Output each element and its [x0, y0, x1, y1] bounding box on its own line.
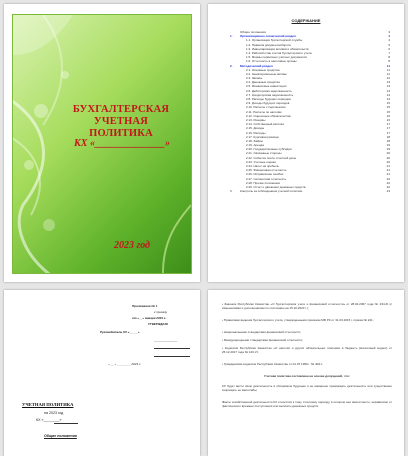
toc-title: 1.3. Инвентаризация активов и обязательств: [246, 46, 309, 51]
toc-page-number: 18: [386, 138, 390, 143]
toc-title: 2.16. Расходы: [246, 130, 266, 135]
toc-title: 2.3. Запасы: [246, 76, 263, 81]
toc-heading: СОДЕРЖАНИЕ: [291, 18, 321, 23]
toc-title: 2.25. Финансовая отчетность: [246, 168, 287, 173]
toc-page-number: 13: [386, 84, 390, 89]
toc-title: 2.5. Финансовые инвестиции: [246, 84, 287, 89]
toc-page-number: 3: [388, 30, 390, 34]
body-paragraph: • Гражданским кодексом Республики Казахстан от 01.07.1999 г. № 409-I;: [222, 362, 323, 366]
body-paragraph: • Правилами ведения бухгалтерского учета, утвержденными приказом МФ РК от 31.03.2015 г. приказ № 241;: [222, 318, 374, 322]
toc-title: 2.21. Связанные стороны: [246, 151, 282, 156]
toc-page-number: 22: [386, 176, 390, 181]
toc-page-number: 17: [386, 130, 390, 135]
body-paragraph: Учетная политика составлена на основе допущений, что:: [264, 374, 350, 378]
toc-page-number: 4: [388, 38, 390, 43]
toc-page-number: 20: [386, 151, 390, 156]
general-section-heading: Общие положения: [44, 434, 77, 438]
toc-title: 1.1. Организация бухгалтерской службы: [246, 38, 303, 43]
toc-title: 2.6. Дебиторская задолженность: [246, 88, 292, 93]
toc-page-number: 11: [386, 67, 390, 72]
head-label: Руководитель КХ «_____»: [100, 330, 140, 334]
toc-title: 2.27. Сегментная отчетность: [246, 176, 287, 181]
toc-title: Методический раздел: [240, 63, 273, 68]
toc-title: 2.19. Аренда: [246, 143, 264, 148]
toc-title: 2.12. Оценочные обязательства: [246, 113, 291, 118]
approved-word: УТВЕРЖДАЮ: [148, 322, 168, 326]
body-paragraph: • Законом Республики Казахстан «О бухгалтерском учете и финансовой отчетности» от 28.02.2007 года № 234-III (с изменениями и дополнениями по состоянию на 15.10.2023 г.);: [222, 302, 392, 311]
toc-title: 1.2. Правила документооборота: [246, 42, 291, 47]
toc-title: 2.10. Расчеты с персоналом: [246, 105, 286, 110]
toc-title: 1.4. Рабочий план счетов бухгалтерского учета: [246, 50, 312, 55]
toc-page-number: 14: [386, 88, 390, 93]
toc-title: 2.4. Денежные средства: [246, 80, 280, 85]
toc-title: 2.17. Курсовая разница: [246, 134, 279, 139]
toc-page-number: 14: [386, 97, 390, 101]
toc-number: 3.: [230, 189, 233, 194]
toc-page: [208, 4, 404, 282]
toc-page-number: 15: [386, 105, 390, 110]
toc-page-number: 12: [386, 76, 390, 81]
cover-title: [62, 104, 180, 140]
order-page: [4, 290, 200, 456]
toc-page-number: 16: [386, 113, 390, 118]
toc-title: Организационно-технический раздел: [240, 34, 296, 39]
toc-page-number: 19: [386, 147, 390, 152]
toc-title: 1.6. Отчетность в налоговые органы: [246, 59, 297, 64]
toc-page-number: 21: [386, 168, 390, 173]
company-rule: [54, 423, 78, 424]
toc-page-number: 11: [386, 63, 390, 68]
toc-title: Контроль за соблюдением учетной политики: [240, 189, 303, 194]
toc-title: 2.23. Учетные оценки: [246, 159, 276, 164]
from-date-label: от «__» января 2023 г.: [132, 316, 167, 320]
cover-title-line2: УЧЕТНАЯ ПОЛИТИКА: [89, 116, 153, 139]
toc-title: 2.7. Кредиторская задолженность: [246, 92, 294, 97]
toc-row: [230, 189, 390, 193]
toc-title: Общие положения: [240, 30, 266, 34]
cover-company: КХ «______________»: [74, 138, 170, 149]
toc-page-number: 21: [386, 164, 390, 168]
toc-title: 2.22. События после отчетной даты: [246, 155, 296, 160]
body-paragraph: КХ будет вести свою деятельность в обозримом будущем и не намерено прекращать деятельность или существенно сокращать ее масштабы;: [222, 384, 392, 393]
toc-title: 2.1. Основные средства: [246, 67, 280, 72]
toc-page-number: 6: [388, 46, 390, 51]
toc-title: 2.20. Государственные субсидии: [246, 147, 292, 152]
toc-title: 2.29. Отчет о движении денежных средств: [246, 184, 306, 189]
toc-number: 1.: [230, 34, 233, 39]
toc-page-number: 19: [386, 143, 390, 148]
toc-page-number: 22: [386, 184, 390, 189]
toc-title: 2.14. Собственный капитал: [246, 122, 285, 127]
order-date: « __ » ________ 2023 г.: [108, 362, 142, 366]
toc-title: 2.11. Расчеты по налогам: [246, 109, 282, 114]
toc-title: 2.8. Расходы будущих периодов: [246, 97, 291, 101]
toc-page-number: 17: [386, 122, 390, 127]
approved-label: Приложение № 1: [132, 304, 158, 308]
doc-company: КХ «________»: [36, 418, 62, 422]
cover-page: [4, 4, 200, 282]
body-paragraph: • Национальными стандартами финансовой отчетности;: [222, 330, 301, 334]
cover-title-line1: БУХГАЛТЕРСКАЯ: [72, 104, 170, 115]
toc-page-number: 8: [388, 55, 390, 60]
toc-page-number: 22: [386, 180, 390, 185]
toc-page-number: 4: [388, 34, 390, 39]
toc-page-number: 20: [386, 155, 390, 160]
toc-page-number: 13: [386, 80, 390, 85]
sign-line: ______________: [154, 338, 178, 342]
sign-rule: [154, 348, 190, 349]
body-paragraph: • Международными стандартами финансовой отчетности;: [222, 338, 304, 342]
body-page: [208, 290, 404, 456]
toc-page-number: 23: [386, 189, 390, 194]
toc-title: 2.13. Резервы: [246, 117, 266, 122]
toc-page-number: 8: [388, 59, 390, 64]
toc-title: 2.9. Доходы будущих периодов: [246, 101, 290, 106]
toc-title: 2.15. Доходы: [246, 126, 265, 131]
toc-title: 2.24. Налог на прибыль: [246, 164, 280, 168]
body-paragraph: Факты хозяйственной деятельности КХ относятся к тому отчетному периоду, в котором они имели место, независимо от фактического времени поступления или выплаты денежных средств.: [222, 400, 392, 409]
toc-page-number: 17: [386, 126, 390, 131]
doc-subtitle: на 2023 год: [44, 411, 64, 415]
toc-page-number: 5: [388, 42, 390, 47]
toc-page-number: 16: [386, 117, 390, 122]
toc-list: [230, 30, 390, 193]
toc-page-number: 14: [386, 92, 390, 97]
toc-page-number: 20: [386, 159, 390, 164]
toc-page-number: 21: [386, 172, 390, 177]
toc-page-number: 11: [386, 71, 390, 76]
doc-title: УЧЕТНАЯ ПОЛИТИКА: [22, 402, 74, 407]
toc-page-number: 15: [386, 109, 390, 114]
to-order-label: к приказу: [154, 310, 168, 314]
toc-number: 2.: [230, 63, 233, 68]
toc-page-number: 7: [388, 50, 390, 55]
toc-title: 2.18. Займы: [246, 138, 263, 143]
cover-year: 2023 год: [114, 240, 151, 251]
toc-title: 2.2. Нематериальные активы: [246, 71, 287, 76]
sign-rule: [154, 356, 190, 357]
toc-page-number: 18: [386, 134, 390, 139]
toc-title: 2.28. Прочие положения: [246, 180, 280, 185]
toc-title: 2.26. Исправление ошибок: [246, 172, 284, 177]
toc-page-number: 15: [386, 101, 390, 106]
toc-title: 1.5. Формы первичных учетных документов: [246, 55, 307, 60]
body-paragraph: • Кодексом Республики Казахстан «О налогах и других обязательных платежах в бюджет» (Налоговый кодекс) от 25.12.2017 года № 120-VI;: [222, 346, 392, 355]
